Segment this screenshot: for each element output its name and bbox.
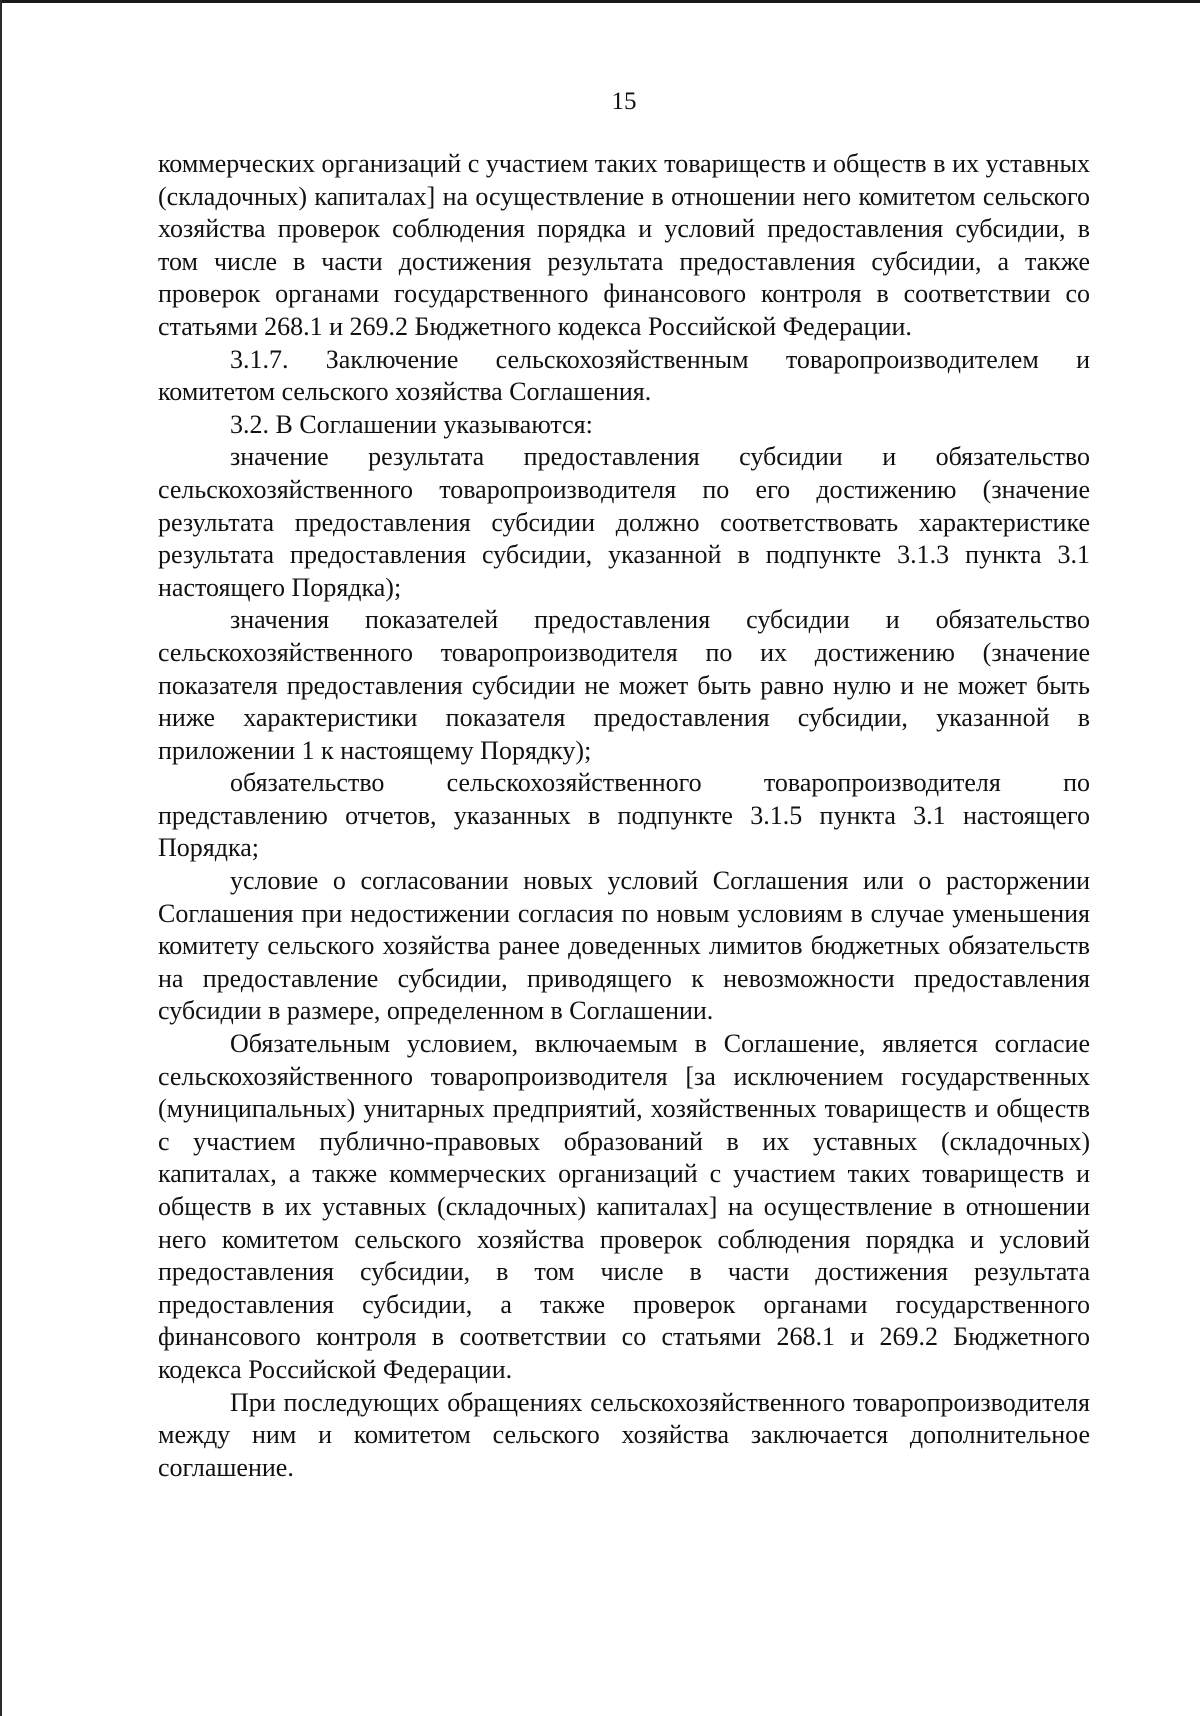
paragraph-3-1-7: 3.1.7. Заключение сельскохозяйственным товаропроизводителем и комитетом сельского хозяйства Соглашения. [158,344,1090,407]
scan-edge-left [0,0,2,1716]
paragraph-3-2: 3.2. В Соглашении указываются: [230,409,593,439]
document-body [158,148,1090,1484]
paragraph-new-conditions: условие о согласовании новых условий Соглашения или о расторжении Соглашения при недостижении согласия по новым условиям в случае уменьшения комитету сельского хозяйства ранее доведенных лимитов бюджетных обязательств на предоставление субсидии, приводящего к невозможности предоставления субсидии в размере, определенном в Соглашении. [158,866,1090,1026]
paragraph-continuation: коммерческих организаций с участием таких товариществ и обществ в их уставных (складочных) капиталах] на осуществление в отношении него комитетом сельского хозяйства проверок соблюдения порядка и условий предоставления субсидии, в том числе в части достижения результата предоставления субсидии, а также проверок органами государственного финансового контроля в соответствии со статьями 268.1 и 269.2 Бюджетного кодекса Российской Федерации. [158,149,1090,341]
scan-edge-top [0,0,1200,3]
paragraph-indicator-values: значения показателей предоставления субсидии и обязательство сельскохозяйственного товаропроизводителя по их достижению (значение показателя предоставления субсидии не может быть равно нулю и не может быть ниже характеристики показателя предоставления субсидии, указанной в приложении 1 к настоящему Порядку); [158,605,1090,765]
page-number: 15 [611,88,637,115]
paragraph-result-value: значение результата предоставления субсидии и обязательство сельскохозяйственного товаропроизводителя по его достижению (значение результата предоставления субсидии должно соответствовать характеристике результата предоставления субсидии, указанной в подпункте 3.1.3 пункта 3.1 настоящего Порядка); [158,442,1090,602]
paragraph-reporting-obligation: обязательство сельскохозяйственного товаропроизводителя по представлению отчетов, указанных в подпункте 3.1.5 пункта 3.1 настоящего Порядка; [158,768,1090,863]
paragraph-mandatory-condition: Обязательным условием, включаемым в Соглашение, является согласие сельскохозяйственного товаропроизводителя [за исключением государственных (муниципальных) унитарных предприятий, хозяйственных товариществ и обществ с участием публично-правовых образований в их уставных (складочных) капиталах, а также коммерческих организаций с участием таких товариществ и обществ в их уставных (складочных) капиталах] на осуществление в отношении него комитетом сельского хозяйства проверок соблюдения порядка и условий предоставления субсидии, в том числе в части достижения результата предоставления субсидии, а также проверок органами государственного финансового контроля в соответствии со статьями 268.1 и 269.2 Бюджетного кодекса Российской Федерации. [158,1029,1090,1384]
paragraph-additional-agreement: При последующих обращениях сельскохозяйственного товаропроизводителя между ним и комитетом сельского хозяйства заключается дополнительное соглашение. [158,1387,1090,1482]
